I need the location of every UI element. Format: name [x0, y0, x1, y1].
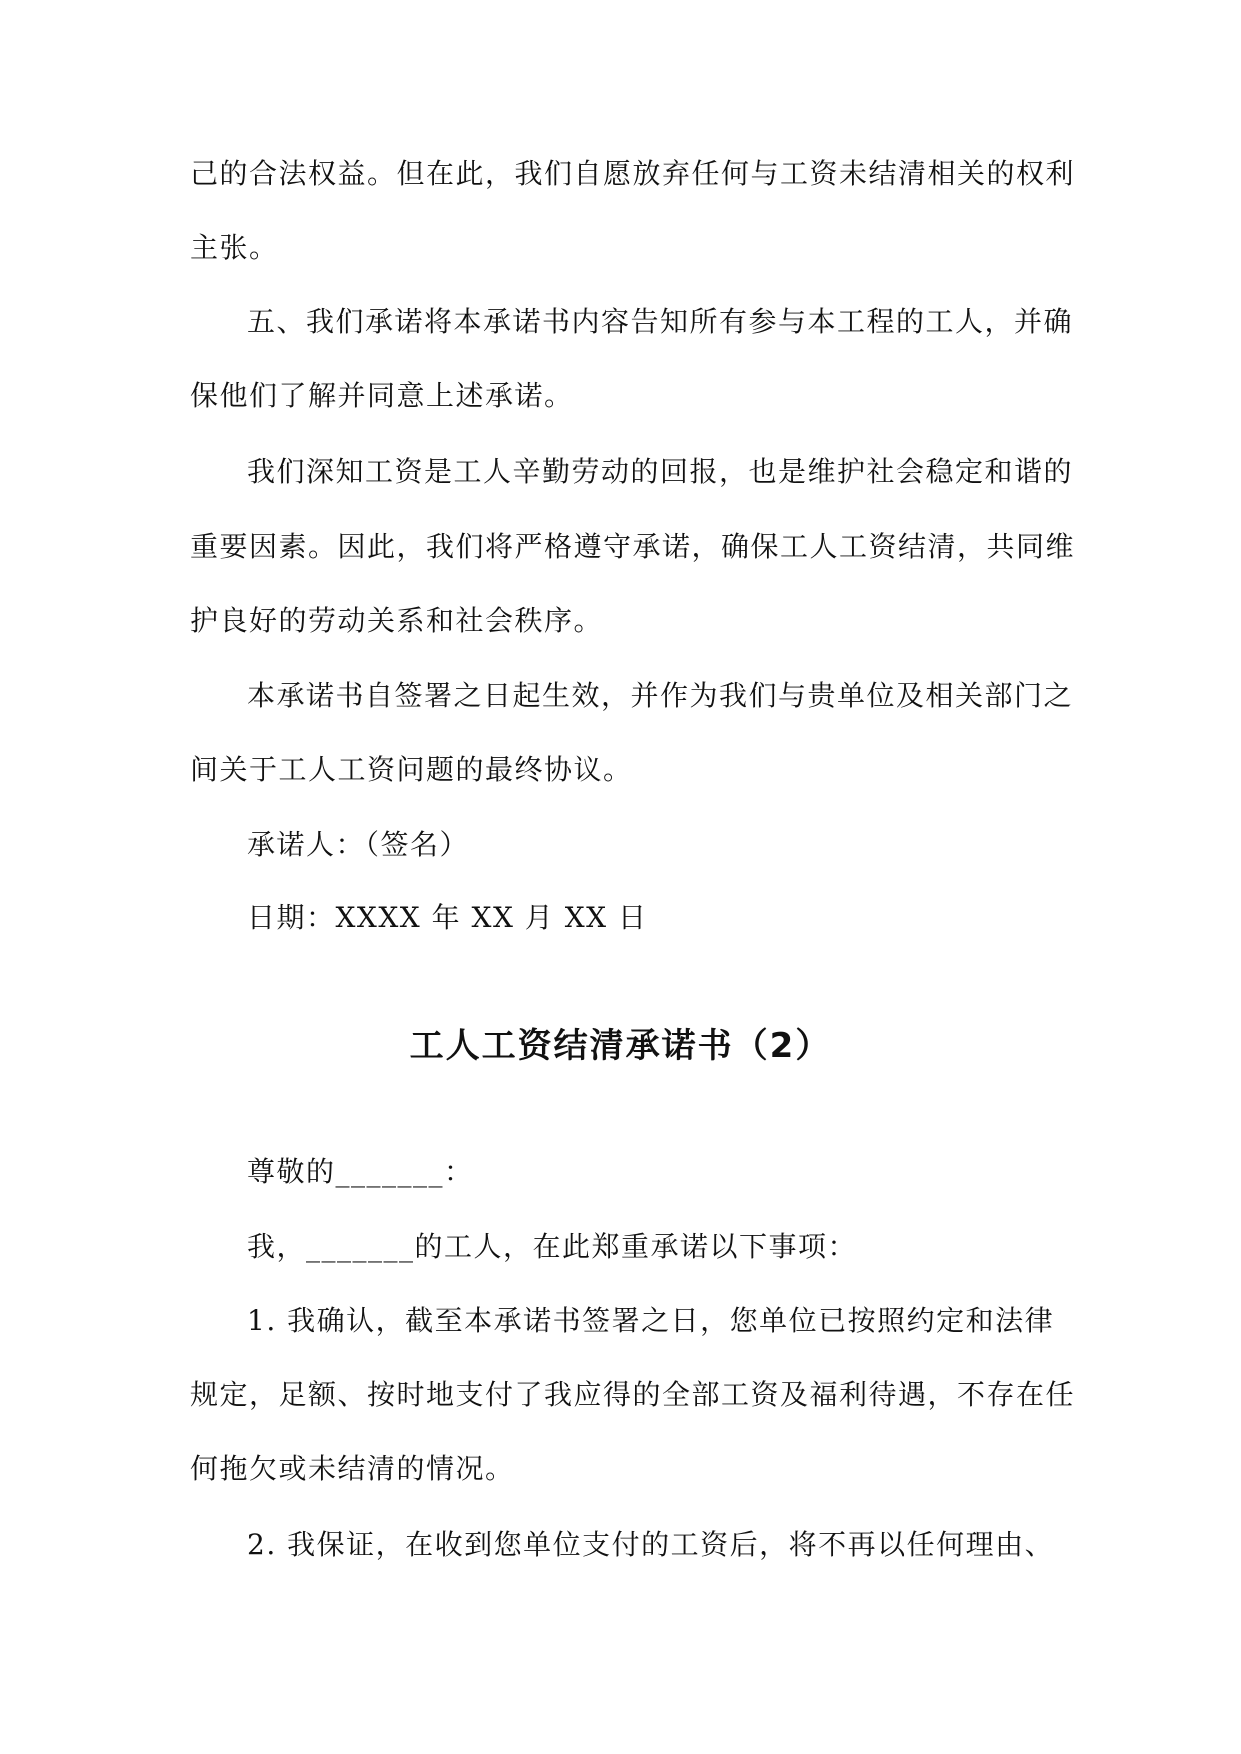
paragraph-line: 何拖欠或未结清的情况。 [190, 1452, 515, 1485]
paragraph-line: 规定，足额、按时地支付了我应得的全部工资及福利待遇，不存在任 [190, 1378, 1076, 1411]
paragraph-line: 本承诺书自签署之日起生效，并作为我们与贵单位及相关部门之 [247, 679, 1074, 712]
paragraph-line: 五、我们承诺将本承诺书内容告知所有参与本工程的工人，并确 [247, 305, 1074, 338]
paragraph-line: 1. 我确认，截至本承诺书签署之日，您单位已按照约定和法律 [247, 1304, 1055, 1337]
salutation-line: 尊敬的_______： [247, 1155, 474, 1188]
paragraph-line: 保他们了解并同意上述承诺。 [190, 379, 574, 412]
paragraph-line: 重要因素。因此，我们将严格遵守承诺，确保工人工资结清，共同维 [190, 530, 1076, 563]
paragraph-line: 我们深知工资是工人辛勤劳动的回报，也是维护社会稳定和谐的 [247, 455, 1074, 488]
intro-line: 我，_______的工人，在此郑重承诺以下事项： [247, 1230, 858, 1263]
paragraph-line: 己的合法权益。但在此，我们自愿放弃任何与工资未结清相关的权利 [190, 157, 1076, 190]
document-title: 工人工资结清承诺书（2） [409, 1026, 832, 1066]
paragraph-line: 主张。 [190, 231, 279, 264]
paragraph-line: 2. 我保证，在收到您单位支付的工资后，将不再以任何理由、 [247, 1528, 1055, 1561]
date-line: 日期：XXXX 年 XX 月 XX 日 [247, 901, 648, 934]
paragraph-line: 间关于工人工资问题的最终协议。 [190, 753, 633, 786]
signer-line: 承诺人：（签名） [247, 828, 470, 861]
paragraph-line: 护良好的劳动关系和社会秩序。 [190, 604, 604, 637]
